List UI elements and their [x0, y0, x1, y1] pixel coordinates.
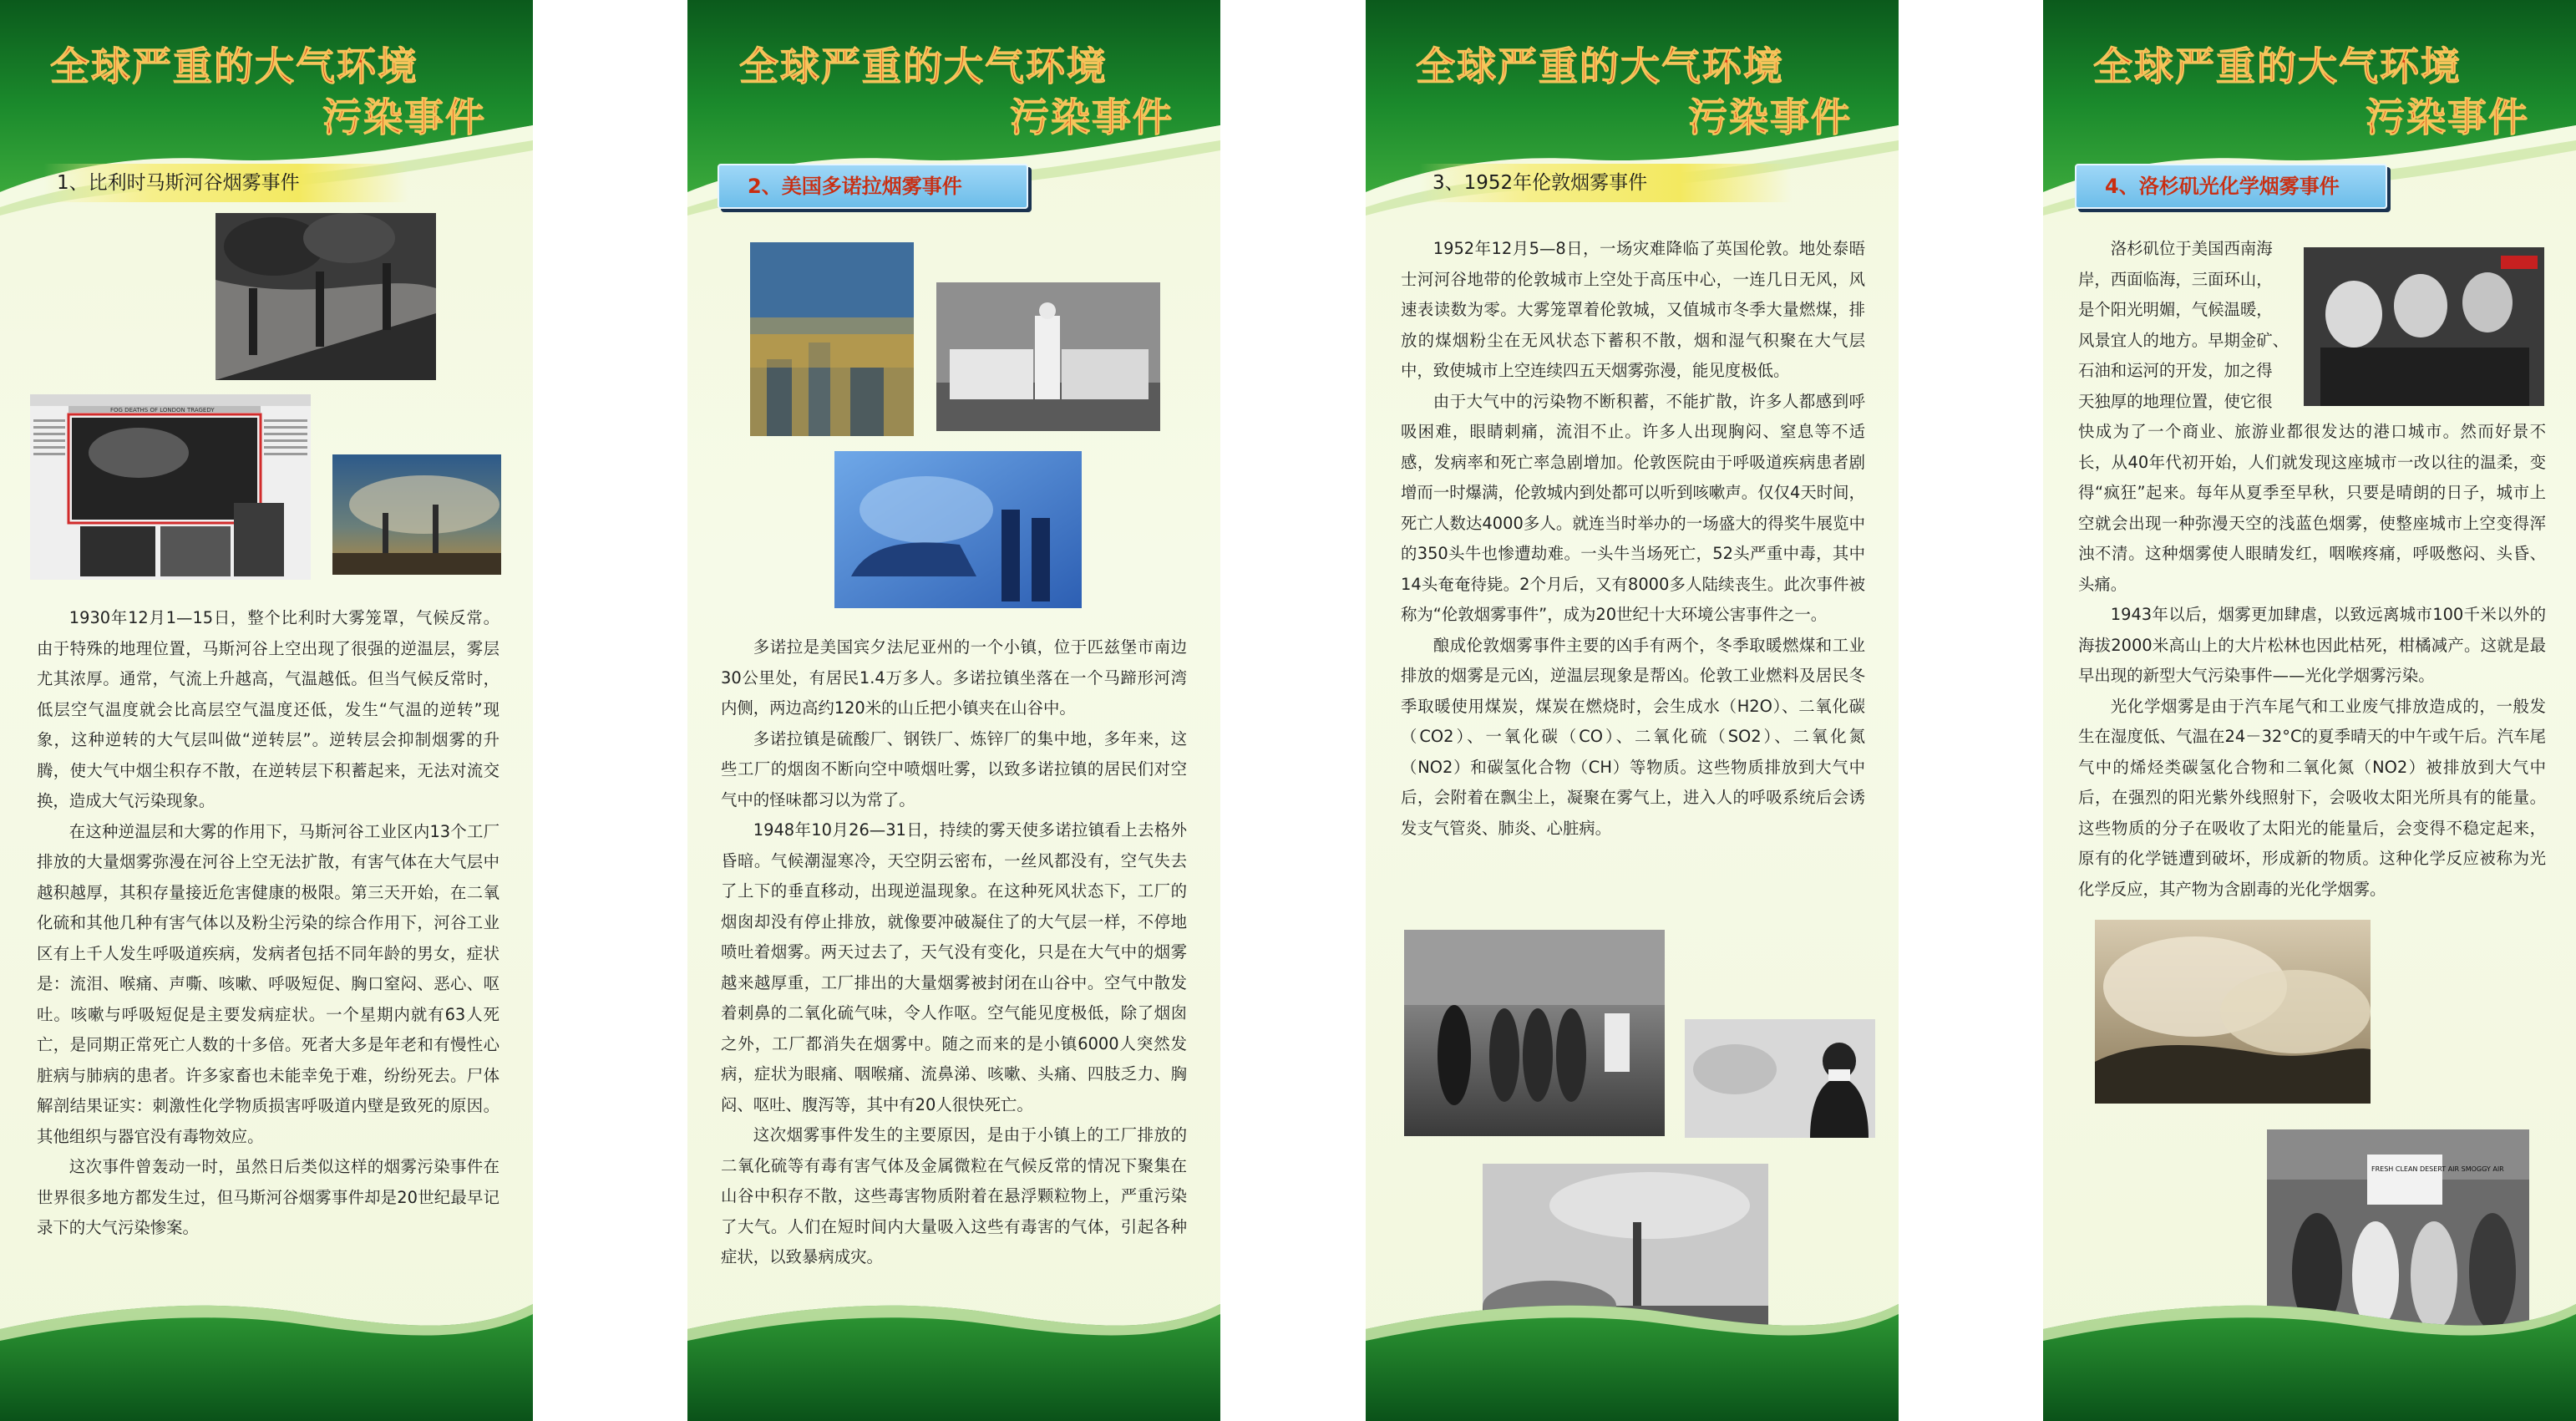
poster-title-line2: 污染事件 [322, 95, 486, 141]
paragraph: 这次事件曾轰动一时，虽然日后类似这样的烟雾污染事件在世界很多地方都发生过，但马斯河谷烟雾事件却是20世纪最早记录下的大气污染惨案。 [37, 1157, 499, 1237]
section-title: 1、比利时马斯河谷烟雾事件 [43, 164, 408, 202]
foggy-street-car-photo [834, 451, 1082, 608]
bottom-banner-decoration [2043, 1296, 2576, 1421]
paragraph: 由于大气中的污染物不断积蓄，不能扩散，许多人都感到呼吸困难，眼睛刺痛，流泪不止。许多人出现胸闷、窒息等不适感，发病率和死亡率急剧增加。伦敦医院由于呼吸道疾病患者剧增而一时爆满，伦敦城内到处都可以听到咳嗽声。仅仅4天时间，死亡人数达4000多人。就连当时举办的一场盛大的得奖牛展览中的350头牛也惨遭劫难。一头牛当场死亡，52头严重中毒，其中14头奄奄待毙。2个月后，又有8000多人陆续丧生。此次事件被称为“伦敦烟雾事件”，成为20世纪十大环境公害事件之一。 [1401, 391, 1865, 624]
poster-title-line2: 污染事件 [1010, 95, 1174, 141]
poster-title-line1: 全球严重的大气环境 [1416, 44, 1784, 90]
newspaper-clipping-photo [30, 394, 311, 580]
bottom-banner-decoration [0, 1296, 533, 1421]
paragraph: 光化学烟雾是由于汽车尾气和工业废气排放造成的，一般发生在湿度低、气温在24－32°C的夏季晴天的中午或午后。汽车尾气中的烯烃类碳氢化合物和二氧化氮（NO2）被排放到大气中后，在强烈的阳光紫外线照射下，会吸收太阳光所具有的能量。这些物质的分子在吸收了太阳光的能量后，会变得不稳定起来，原有的化学链遭到破坏，形成新的物质。这种化学反应被称为光化学反应，其产物为含剧毒的光化学烟雾。 [2078, 696, 2546, 899]
paragraph-line: 风景宜人的地方。早期金矿、 [2078, 330, 2289, 350]
bottom-banner-decoration [1366, 1296, 1899, 1421]
section-title: 2、美国多诺拉烟雾事件 [718, 164, 1028, 209]
paragraph: 多诺拉是美国宾夕法尼亚州的一个小镇，位于匹兹堡市南边30公里处，有居民1.4万多人。多诺拉镇坐落在一个马蹄形河湾内侧，两边高约120米的山丘把小镇夹在山谷中。 [721, 637, 1187, 718]
paragraph: 1948年10月26—31日，持续的雾天使多诺拉镇看上去格外昏暗。气候潮湿寒冷，天空阴云密布，一丝风都没有，空气失去了上下的垂直移动，出现逆温现象。在这种死风状态下，工厂的烟囱却没有停止排放，就像要冲破凝住了的大气层一样，不停地喷吐着烟雾。两天过去了，天气没有变化，只是在大气中的烟雾越来越厚重，工厂排出的大量烟雾被封闭在山谷中。空气中散发着刺鼻的二氧化硫气味，令人作呕。空气能见度极低，除了烟囱之外，工厂都消失在烟雾中。随之而来的是小镇6000人突然发病，症状为眼痛、咽喉痛、流鼻涕、咳嗽、头痛、四肢乏力、胸闷、呕吐、腹泻等，其中有20人很快死亡。 [721, 820, 1187, 1114]
paragraph-line: 是个阳光明媚，气候温暖， [2078, 300, 2273, 319]
hospital-beds-photo [936, 282, 1160, 431]
paragraph-line: 洛杉矶位于美国西南海 [2110, 239, 2273, 258]
poster-panel-2 [687, 0, 1220, 1421]
poster-title-line1: 全球严重的大气环境 [2093, 44, 2462, 90]
paragraph-line: 石油和运河的开发，加之得 [2078, 361, 2273, 380]
paragraph: 1943年以后，烟雾更加肆虐，以致远离城市100千米以外的海拔2000米高山上的大片松林也因此枯死，柑橘减产。这就是最早出现的新型大气污染事件——光化学烟雾污染。 [2078, 605, 2546, 685]
paragraph: 这次烟雾事件发生的主要原因，是由于小镇上的工厂排放的二氧化硫等有毒有害气体及金属微粒在气候反常的情况下聚集在山谷中积存不散，这些毒害物质附着在悬浮颗粒物上，严重污染了大气。人们在短时间内大量吸入这些有毒害的气体，引起各种症状，以致暴病成灾。 [721, 1125, 1187, 1266]
poster-title-line2: 污染事件 [1688, 95, 1852, 141]
section-title: 4、洛杉矶光化学烟雾事件 [2075, 164, 2387, 209]
paragraph: 酿成伦敦烟雾事件主要的凶手有两个，冬季取暖燃煤和工业排放的烟雾是元凶，逆温层现象是帮凶。伦敦工业燃料及居民冬季取暖使用煤炭，煤炭在燃烧时，会生成水（H2O）、二氧化碳（CO2）、一氧化碳（CO）、二氧化硫（SO2）、二氧化氮（NO2）和碳氢化合物（CH）等物质。这些物质排放到大气中后，会附着在飘尘上，凝聚在雾气上，进入人的呼吸系统后会诱发支气管炎、肺炎、心脏病。 [1401, 635, 1865, 838]
article-body [1401, 234, 1865, 844]
paragraph-line: 天独厚的地理位置，使它很 [2078, 391, 2273, 411]
foggy-street-crowd-photo [1404, 930, 1665, 1136]
paragraph: 快成为了一个商业、旅游业都很发达的港口城市。然而好景不长，从40年代初开始，人们就发现这座城市一改以往的温柔，变得“疯狂”起来。每年从夏季至早秋，只要是晴朗的日子，城市上空就会出现一种弥漫天空的浅蓝色烟雾，使整座城市上空变得浑浊不清。这种烟雾使人眼睛发红，咽喉疼痛，呼吸憋闷、头昏、头痛。 [2078, 422, 2546, 594]
article-lead [2078, 234, 2297, 417]
article-body [2078, 417, 2546, 905]
paragraph-line: 岸，西面临海，三面环山， [2078, 269, 2273, 289]
forest-smoke-photo [2095, 920, 2371, 1104]
poster-panel-1 [0, 0, 533, 1421]
policeman-mask-photo [1685, 1019, 1875, 1138]
poster-panel-4 [2043, 0, 2576, 1421]
paragraph: 在这种逆温层和大雾的作用下，马斯河谷工业区内13个工厂排放的大量烟雾弥漫在河谷上空无法扩散，有害气体在大气层中越积越厚，其积存量接近危害健康的极限。第三天开始，在二氧化硫和其他几种有害气体以及粉尘污染的综合作用下，河谷工业区有上千人发生呼吸道疾病，发病者包括不同年龄的男女，症状是：流泪、喉痛、声嘶、咳嗽、呼吸短促、胸口窒闷、恶心、呕吐。咳嗽与呼吸短促是主要发病症状。一个星期内就有63人死亡，是同期正常死亡人数的十多倍。死者大多是年老和有慢性心脏病与肺病的患者。许多家畜也未能幸免于难，纷纷死去。尸体解剖结果证实：刺激性化学物质损害呼吸道内壁是致死的原因。其他组织与器官没有毒物效应。 [37, 821, 499, 1146]
chimney-haze-photo [332, 454, 501, 575]
smoggy-town-photo [750, 242, 914, 436]
bottom-banner-decoration [687, 1296, 1220, 1421]
section-title: 3、1952年伦敦烟雾事件 [1419, 164, 1792, 202]
newspaper-headline: FOG DEATHS OF LONDON TRAGEDY [110, 407, 215, 414]
paragraph: 1952年12月5—8日，一场灾难降临了英国伦敦。地处泰晤士河河谷地带的伦敦城市上空处于高压中心，一连几日无风，风速表读数为零。大雾笼罩着伦敦城，又值城市冬季大量燃煤，排放的煤烟粉尘在无风状态下蓄积不散，烟和湿气积聚在大气层中，致使城市上空连续四五天烟雾弥漫，能见度极低。 [1401, 239, 1865, 380]
factory-smoke-photo [216, 213, 436, 380]
protest-sign-text: FRESH CLEAN DESERT AIR SMOGGY AIR [2371, 1165, 2504, 1173]
poster-title-line2: 污染事件 [2366, 95, 2529, 141]
article-body [721, 632, 1187, 1273]
poster-title-line1: 全球严重的大气环境 [50, 44, 418, 90]
article-body [37, 603, 499, 1244]
paragraph: 1930年12月1—15日，整个比利时大雾笼罩，气候反常。由于特殊的地理位置，马斯河谷上空出现了很强的逆温层，雾层尤其浓厚。通常，气流上升越高，气温越低。但当气候反常时，低层空气温度就会比高层空气温度还低，发生“气温的逆转”现象，这种逆转的大气层叫做“逆转层”。逆转层会抑制烟雾的升腾，使大气中烟尘积存不散，在逆转层下积蓄起来，无法对流交换，造成大气污染现象。 [37, 608, 499, 810]
poster-panel-3 [1366, 0, 1899, 1421]
people-eye-irritation-photo [2304, 247, 2544, 406]
poster-title-line1: 全球严重的大气环境 [739, 44, 1108, 90]
paragraph: 多诺拉镇是硫酸厂、钢铁厂、炼锌厂的集中地，多年来，这些工厂的烟囱不断向空中喷烟吐雾，以致多诺拉镇的居民们对空气中的怪味都习以为常了。 [721, 728, 1187, 809]
